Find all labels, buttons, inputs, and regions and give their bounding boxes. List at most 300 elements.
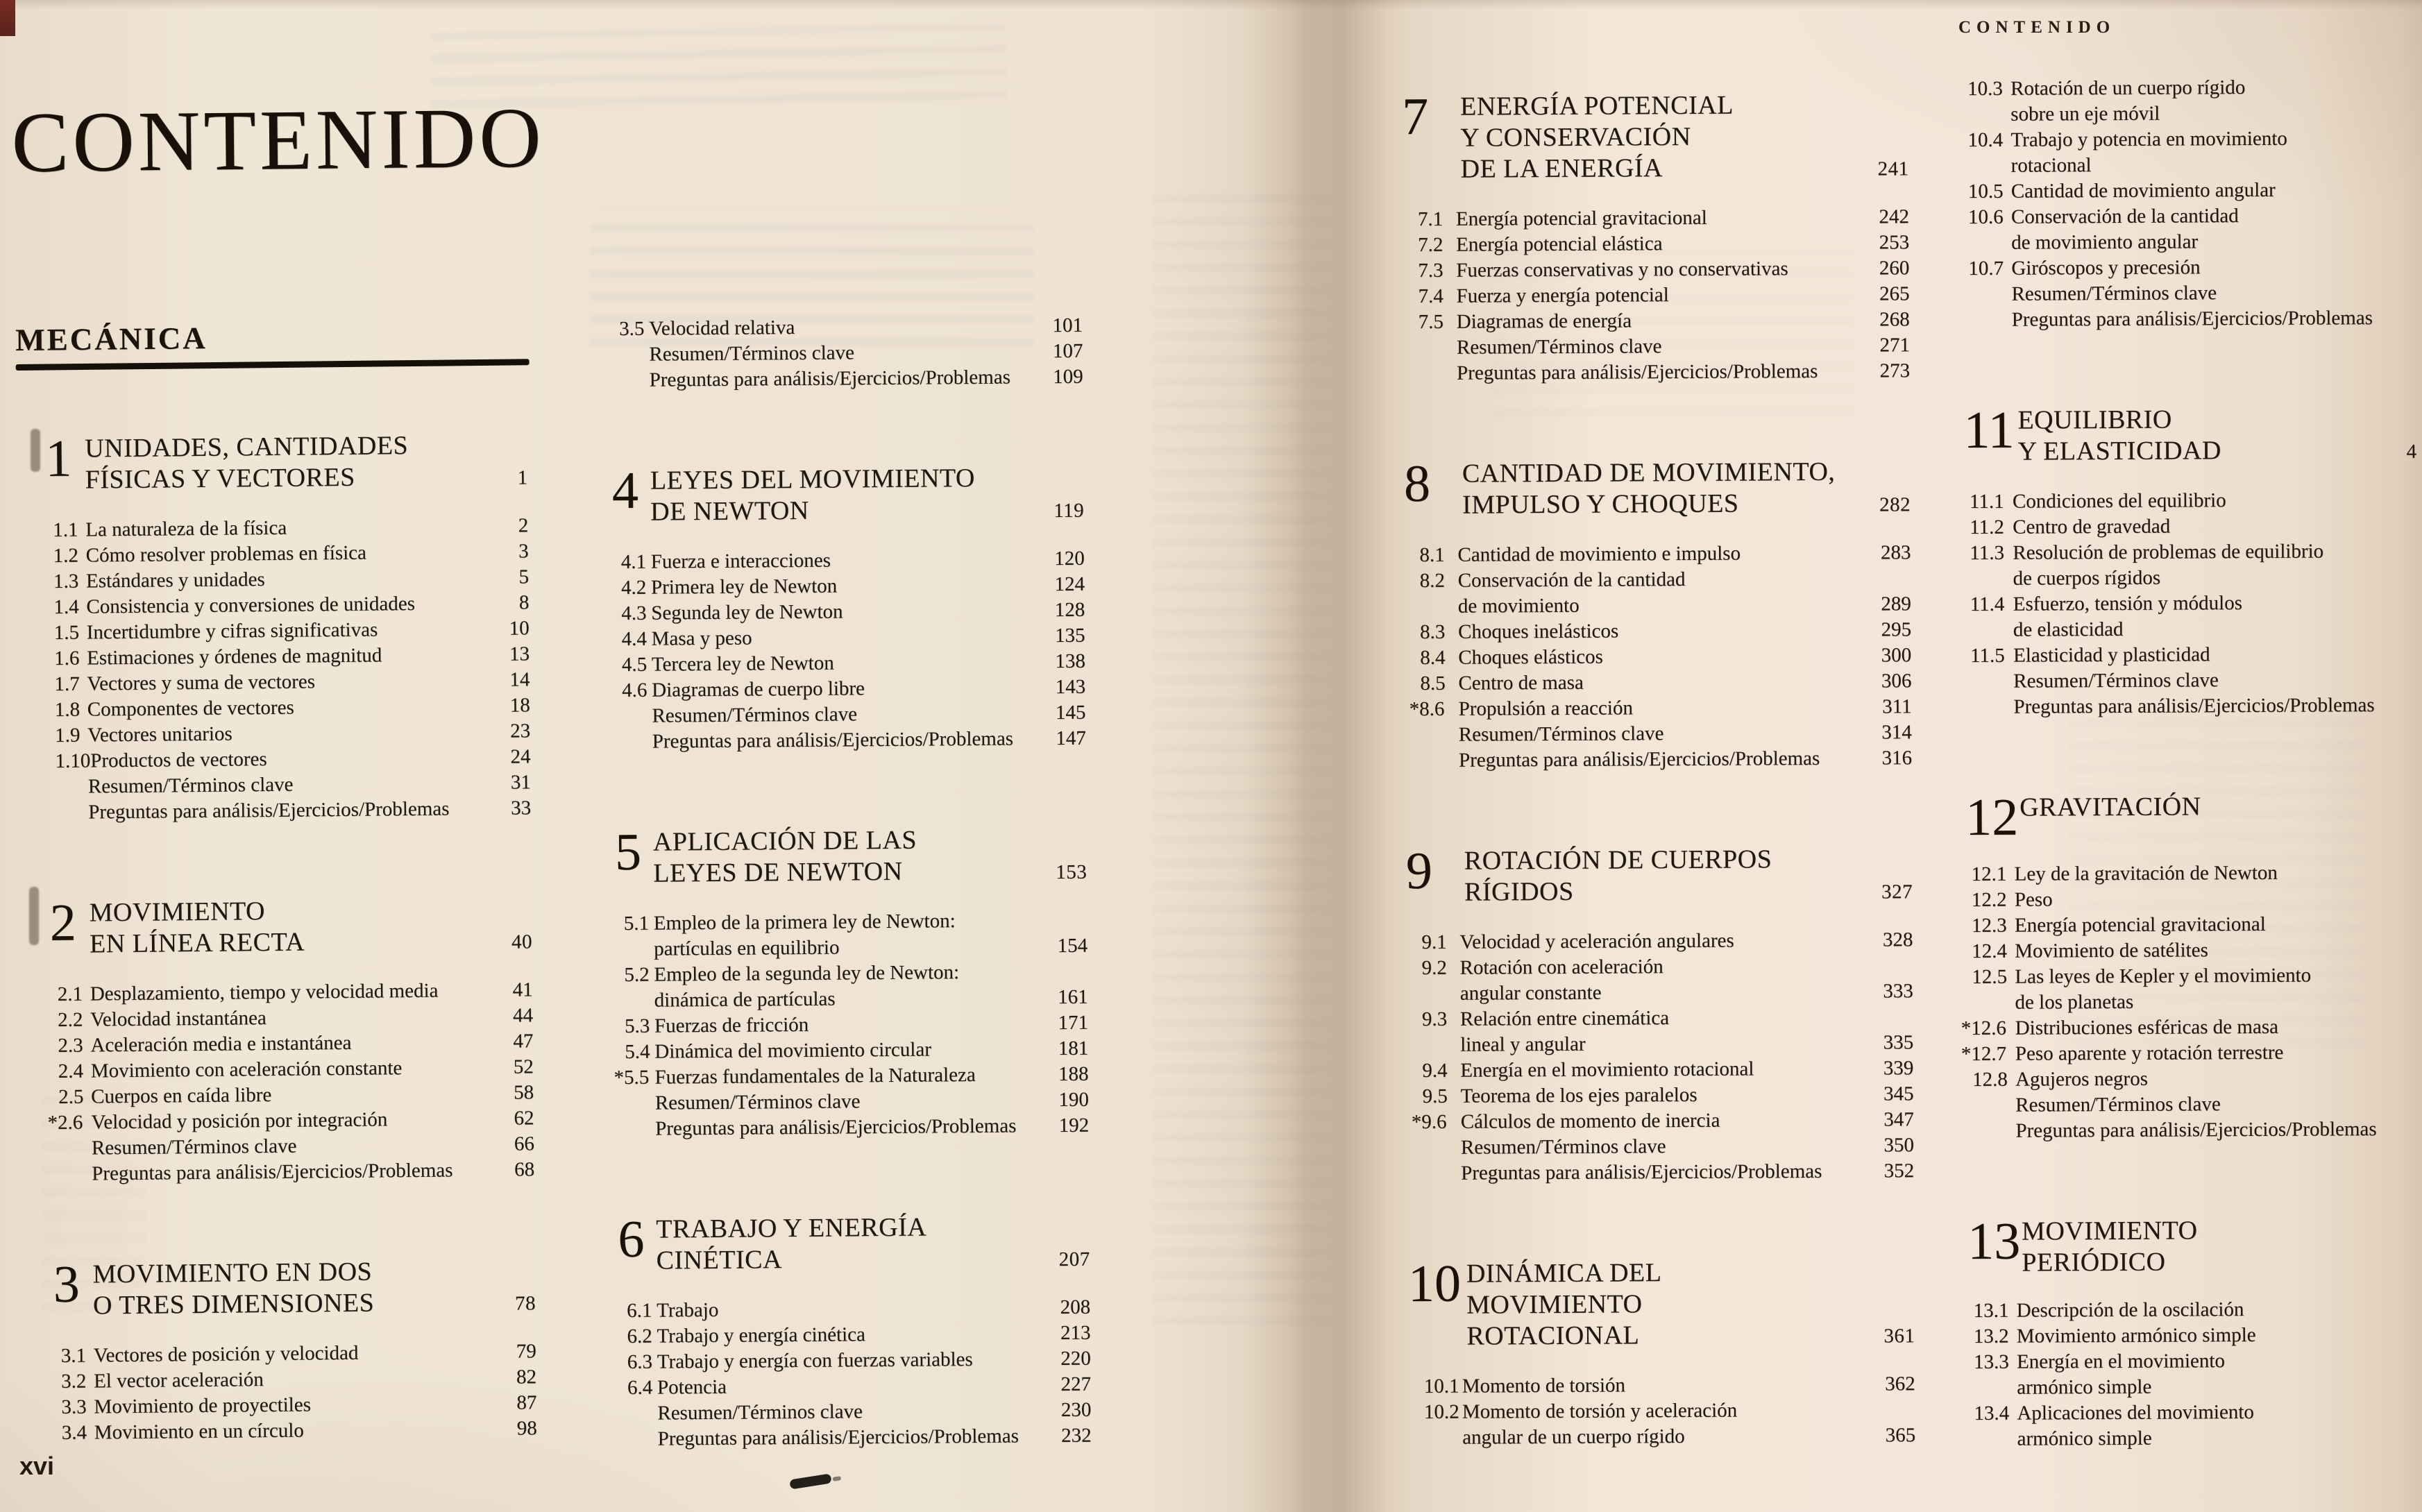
entry-page-number: 347 [1883, 1108, 1914, 1131]
entry-label: Trabajo [657, 1298, 719, 1322]
chapter-12 [1961, 788, 2420, 1146]
entry-label: Vectores y suma de vectores [87, 670, 316, 695]
entry-label: Cuerpos en caída libre [91, 1084, 272, 1108]
entry-number: 1.10 [55, 749, 91, 772]
entry-page-number: 128 [1054, 598, 1085, 622]
entry-number: 4.2 [620, 576, 647, 599]
entry-number: 3.5 [619, 317, 645, 340]
scan-edge-artifact [29, 887, 39, 945]
chapter-title-text: PERIÓDICO [2022, 1247, 2166, 1277]
entry-list [613, 909, 1090, 1144]
toc-entry-row [623, 727, 1086, 756]
page-folio: xvi [19, 1452, 55, 1480]
entry-number: 13.4 [1974, 1402, 2010, 1425]
entry-number: 10.2 [1423, 1400, 1459, 1423]
entry-label: Energía en el movimiento [2016, 1350, 2225, 1373]
chapter-title-text: DE LA ENERGÍA [1460, 153, 1663, 184]
chapter-number: 11 [1963, 400, 2015, 460]
chapter-number: 12 [1965, 788, 2019, 847]
entry-number: 13.3 [1973, 1350, 2009, 1374]
entry-number: 7.5 [1418, 310, 1444, 333]
toc-entry-row [1967, 76, 2415, 103]
toc-entry-row [621, 573, 1085, 602]
chapter-title-line [653, 824, 1087, 858]
entry-label: Momento de torsión [1462, 1374, 1626, 1398]
chapter-title-line [1460, 120, 1908, 153]
toc-entry-row [1972, 1092, 2420, 1120]
toc-entry-row [627, 1322, 1090, 1351]
chapter-title-text: UNIDADES, CANTIDADES [85, 431, 409, 464]
chapter-page-number: 361 [1883, 1325, 1915, 1348]
toc-entry-row [1419, 308, 1910, 337]
entry-number: 11.1 [1969, 490, 2004, 513]
toc-entry [1968, 255, 2416, 283]
entry-list [53, 514, 531, 827]
toc-entry-row [1974, 1298, 2421, 1325]
toc-entry-row [1972, 964, 2419, 992]
toc-entry [1970, 540, 2417, 593]
toc-entry-row [1972, 1118, 2420, 1146]
chapter-title [89, 893, 532, 962]
toc-entry-row [627, 1348, 1091, 1377]
toc-entry [624, 960, 1088, 1015]
toc-entry [1422, 954, 1913, 1008]
entry-number: 3.3 [61, 1395, 87, 1418]
chapter-number: 5 [614, 822, 642, 882]
entry-page-number: 101 [1052, 314, 1083, 337]
chapter-title-text: MOVIMIENTO [2022, 1216, 2198, 1246]
toc-entry-row [625, 1114, 1089, 1144]
entry-number: 1.8 [54, 698, 81, 721]
entry-label: de movimiento [1457, 594, 1580, 618]
entry-number: 12.1 [1971, 863, 2007, 886]
entry-page-number: 208 [1060, 1296, 1091, 1319]
toc-entry [1969, 307, 2416, 334]
toc-entry [1974, 1323, 2421, 1351]
chapter-title-text: ENERGÍA POTENCIAL [1460, 90, 1734, 121]
chapter-10 [1407, 1254, 1916, 1452]
entry-label: Energía en el movimiento rotacional [1460, 1057, 1754, 1082]
toc-entry-row [1424, 1424, 1915, 1452]
entry-label: Dinámica del movimiento circular [654, 1038, 932, 1063]
section-header-block [15, 316, 530, 371]
entry-number: 4.4 [621, 627, 647, 650]
entry-label: Cómo resolver problemas en física [85, 541, 367, 567]
entry-number: 7.1 [1417, 207, 1443, 230]
entry-number: 11.4 [1970, 593, 2005, 615]
entry-number: 7.4 [1418, 284, 1443, 307]
entry-page-number: 213 [1060, 1321, 1091, 1345]
entry-number: 2.3 [58, 1034, 83, 1057]
entry-label: Movimiento en un círculo [94, 1419, 304, 1444]
entry-label: Resumen/Términos clave [654, 1090, 861, 1114]
entry-list [47, 978, 535, 1189]
toc-entry-row [1970, 591, 2418, 619]
chapter-number: 13 [1967, 1212, 2021, 1271]
toc-entry [1967, 76, 2415, 129]
entry-label: Cantidad de movimiento e impulso [1457, 542, 1741, 566]
toc-entry [623, 727, 1086, 756]
chapter-title-line [1466, 1318, 1915, 1354]
toc-entry-row [1970, 617, 2418, 645]
entry-list [1418, 205, 1910, 388]
toc-entry [1974, 1400, 2421, 1454]
entry-label: Propulsión a reacción [1458, 697, 1634, 720]
chapter-heading [612, 462, 1085, 530]
entry-number: 12.4 [1972, 940, 2007, 963]
entry-number: 6.2 [627, 1325, 652, 1348]
chapter-page-number: 153 [1056, 860, 1087, 884]
toc-entry [1423, 1134, 1914, 1162]
entry-page-number: 271 [1879, 334, 1911, 357]
toc-entry [627, 1322, 1090, 1351]
entry-label: Giróscopos y precesión [2011, 256, 2201, 280]
entry-label: de cuerpos rígidos [2013, 566, 2161, 590]
toc-entry-row [625, 1037, 1088, 1067]
entry-page-number: 339 [1883, 1057, 1914, 1080]
entry-label: Vectores unitarios [87, 722, 232, 747]
chapter-heading [1402, 89, 1909, 187]
chapter-title-text: EQUILIBRIO [2017, 405, 2172, 435]
toc-entry-row [621, 599, 1085, 628]
entry-number: 13.2 [1973, 1325, 2009, 1348]
toc-entry [1961, 1015, 2420, 1043]
toc-entry [1421, 747, 1912, 775]
toc-entry-row [1968, 204, 2416, 232]
toc-entry-row [1421, 747, 1912, 775]
toc-entry-row [624, 960, 1087, 989]
entry-number: 7.3 [1418, 259, 1443, 282]
entry-page-number: 58 [513, 1081, 534, 1104]
entry-label: Resumen/Términos clave [91, 1135, 297, 1160]
toc-entry-row [624, 935, 1087, 964]
toc-entry [1424, 1398, 1915, 1452]
toc-entry [624, 909, 1088, 964]
entry-page-number: 295 [1881, 618, 1912, 641]
entry-page-number: 328 [1882, 928, 1913, 951]
toc-entry-row [1968, 153, 2416, 180]
entry-label: Velocidad relativa [648, 316, 795, 340]
chapter-heading [1404, 456, 1911, 523]
toc-entry-row [627, 1296, 1090, 1325]
toc-entry [1422, 1005, 1913, 1060]
chapter-title-text: MOVIMIENTO [1466, 1289, 1643, 1320]
entry-list [1961, 861, 2421, 1146]
entry-page-number: 24 [510, 745, 531, 768]
entry-number: 6.4 [627, 1376, 653, 1399]
entry-label: Segunda ley de Newton [651, 600, 843, 625]
entry-label: Consistencia y conversiones de unidades [86, 592, 416, 618]
toc-entry-row [613, 1062, 1089, 1092]
entry-page-number: 242 [1879, 205, 1910, 228]
toc-entry [1967, 127, 2415, 180]
entry-number: 1.9 [55, 724, 81, 747]
entry-label: Estándares y unidades [85, 568, 265, 593]
entry-label: Elasticidad y plasticidad [2013, 643, 2210, 667]
toc-entry [1420, 567, 1911, 621]
entry-page-number: 5 [518, 566, 530, 588]
ink-smudge [789, 1473, 831, 1489]
entry-label: Tercera ley de Newton [651, 652, 834, 676]
entry-page-number: 230 [1060, 1398, 1092, 1422]
entry-list [1970, 489, 2419, 722]
entry-label: Preguntas para análisis/Ejercicios/Problemas [649, 366, 1011, 391]
toc-entry-row [620, 366, 1083, 395]
toc-column-3 [1401, 87, 1916, 1452]
entry-number: 2.1 [57, 983, 83, 1005]
chapter-5 [613, 822, 1090, 1144]
scan-edge-artifact [31, 429, 40, 472]
entry-page-number: 143 [1055, 675, 1086, 699]
entry-number: 10.5 [1967, 180, 2004, 203]
chapter-title-line [1464, 874, 1913, 910]
entry-page-number: 79 [516, 1340, 536, 1363]
entry-label: Cálculos de momento de inercia [1460, 1109, 1720, 1133]
entry-label: Momento de torsión y aceleración [1462, 1399, 1738, 1423]
toc-entry [619, 314, 1083, 343]
toc-entry-row [1421, 928, 1913, 957]
toc-entry [1422, 1057, 1913, 1085]
toc-entry-row [627, 1399, 1091, 1428]
toc-entry-row [619, 340, 1083, 369]
entry-label: Diagramas de cuerpo libre [652, 677, 865, 702]
toc-entry-row [1424, 1373, 1915, 1401]
chapter-title-text: ROTACIÓN DE CUERPOS [1464, 844, 1772, 876]
toc-entry [613, 1062, 1089, 1092]
toc-entry [1972, 887, 2419, 915]
toc-entry-row [1968, 281, 2416, 309]
entry-number: 1.3 [53, 570, 79, 593]
toc-entry-row [1969, 307, 2416, 334]
entry-label: Fuerzas de fricción [654, 1013, 809, 1037]
entry-page-number: 10 [509, 617, 530, 640]
entry-page-number: 135 [1054, 624, 1085, 647]
toc-entry-row [1970, 489, 2417, 516]
chapter-13 [1967, 1212, 2422, 1454]
toc-entry-row [624, 909, 1087, 938]
toc-entry-row [1974, 1323, 2421, 1351]
chapter-page-number: 119 [1053, 499, 1085, 523]
toc-entry-row [1967, 101, 2415, 129]
entry-number: 2.2 [57, 1008, 83, 1031]
entry-list [619, 314, 1083, 395]
entry-number: 10.4 [1967, 128, 2004, 151]
entry-number: 1.6 [53, 647, 80, 670]
toc-entry-row [1423, 1160, 1914, 1188]
entry-page-number: 232 [1061, 1424, 1092, 1447]
toc-entry [1970, 694, 2418, 722]
toc-entry [1970, 591, 2418, 645]
entry-number: 10.1 [1423, 1375, 1459, 1398]
entry-page-number: 171 [1058, 1011, 1089, 1035]
toc-entry [1418, 257, 1909, 285]
entry-number: 6.3 [627, 1350, 653, 1373]
entry-page-number: 107 [1052, 339, 1083, 363]
toc-entry [1974, 1349, 2421, 1402]
entry-number: 3.1 [60, 1344, 87, 1367]
entry-label: Preguntas para análisis/Ejercicios/Problemas [652, 727, 1014, 753]
entry-label: rotacional [2010, 154, 2092, 177]
entry-label: Resumen/Términos clave [652, 703, 858, 727]
entry-number: 2.4 [58, 1060, 84, 1082]
toc-entry [1972, 964, 2419, 1017]
entry-number: *12.7 [1961, 1042, 2007, 1066]
toc-entry-row [1968, 230, 2416, 257]
chapter-7 [1401, 87, 1911, 388]
chapter-number: 8 [1403, 454, 1431, 513]
entry-label: Movimiento con aceleración constante [90, 1057, 403, 1082]
entry-page-number: 345 [1883, 1082, 1914, 1105]
entry-number: 9.4 [1422, 1059, 1448, 1082]
toc-entry-row [1972, 887, 2419, 915]
toc-entry-row [1422, 1082, 1913, 1111]
entry-page-number: 365 [1885, 1424, 1916, 1447]
chapter-number: 6 [618, 1209, 645, 1269]
toc-column-1 [44, 429, 537, 1447]
toc-entry-row [1970, 643, 2418, 670]
toc-entry-row [1419, 334, 1910, 362]
entry-label: Preguntas para análisis/Ejercicios/Problemas [1461, 1160, 1822, 1184]
toc-entry-row [1972, 861, 2419, 889]
toc-entry-row [1972, 1067, 2420, 1094]
chapter-title [650, 462, 1085, 530]
entry-label: Preguntas para análisis/Ejercicios/Problemas [1458, 747, 1820, 772]
toc-entry-row [1423, 1134, 1914, 1162]
chapter-title [653, 824, 1087, 892]
entry-label: Preguntas para análisis/Ejercicios/Problemas [2015, 1118, 2377, 1142]
toc-entry [1968, 178, 2416, 206]
entry-number: 8.1 [1419, 543, 1445, 566]
toc-entry [1423, 1160, 1914, 1188]
entry-label: Agujeros negros [2015, 1067, 2149, 1091]
chapter-title-line [1460, 151, 1908, 187]
toc-entry-row [1418, 231, 1909, 260]
entry-label: Peso aparente y rotación terrestre [2015, 1041, 2284, 1065]
entry-page-number: 154 [1057, 934, 1088, 958]
entry-number: 5.3 [624, 1014, 650, 1037]
entry-number: *5.5 [613, 1066, 650, 1089]
toc-entry-row [1974, 1349, 2421, 1377]
toc-entry [621, 599, 1085, 628]
chapter-title-text: TRABAJO Y ENERGÍA [656, 1212, 927, 1244]
chapter-title-line [1462, 487, 1911, 523]
entry-page-number: 268 [1879, 308, 1910, 331]
entry-page-number: 316 [1881, 747, 1913, 770]
chapter-title-line [1460, 89, 1908, 122]
chapter-title-line [1462, 456, 1911, 489]
toc-entry [1972, 1092, 2420, 1120]
toc-entry [1970, 643, 2418, 670]
entry-list [1967, 76, 2416, 334]
toc-entry [1419, 541, 1911, 570]
entry-label: Preguntas para análisis/Ejercicios/Problemas [92, 1159, 453, 1185]
toc-entry-row [1411, 1108, 1914, 1137]
entry-number: 10.3 [1967, 77, 2003, 100]
chapter-title-text: RÍGIDOS [1464, 876, 1574, 907]
toc-entry-row [1974, 1426, 2422, 1454]
toc-entry [1419, 308, 1910, 337]
entry-page-number: 300 [1881, 644, 1912, 667]
toc-entry [627, 1399, 1091, 1428]
entry-number: 13.1 [1973, 1299, 2009, 1323]
toc-entry [1972, 1067, 2420, 1094]
chapter-title-text: MOVIMIENTO [89, 897, 266, 928]
toc-entry-row [62, 1417, 537, 1447]
chapter-title [2022, 1214, 2421, 1279]
chapter-title-line [1466, 1287, 1915, 1320]
section-header: MECÁNICA [15, 321, 208, 357]
chapter-title-line [89, 893, 532, 928]
entry-label: El vector aceleración [93, 1368, 264, 1393]
toc-entry-row [1970, 514, 2417, 542]
entry-label: Movimiento de satélites [2015, 939, 2208, 962]
entry-page-number: 352 [1883, 1160, 1915, 1182]
entry-page-number: 161 [1058, 985, 1088, 1009]
toc-entry [1972, 938, 2419, 966]
chapter-title [92, 1255, 536, 1323]
entry-number: 8.3 [1419, 620, 1446, 643]
chapter-title-text: IMPULSO Y CHOQUES [1462, 489, 1739, 520]
chapter-page-number: 327 [1881, 881, 1913, 903]
entry-number: *12.6 [1961, 1017, 2007, 1040]
chapter-page-number: 282 [1879, 493, 1911, 516]
chapter-page-number: 241 [1877, 158, 1909, 180]
chapter-title-text: ROTACIONAL [1466, 1320, 1640, 1351]
entry-page-number: 109 [1053, 365, 1083, 389]
toc-entry-row [1968, 255, 2416, 283]
chapter-number: 2 [49, 893, 77, 953]
chapter-title-line [1466, 1256, 1915, 1289]
toc-entry [1409, 695, 1912, 724]
entry-page-number: 120 [1054, 547, 1085, 570]
toc-entry-row [1424, 1398, 1915, 1427]
toc-entry [1421, 721, 1912, 749]
chapter-title-text: Y ELASTICIDAD [2017, 436, 2221, 466]
entry-number: 5.4 [625, 1040, 650, 1063]
toc-entry-row [1418, 205, 1909, 234]
chapter-heading [53, 1255, 536, 1324]
entry-label: Resumen/Términos clave [1456, 335, 1662, 359]
chapter-title-text: APLICACIÓN DE LAS [652, 825, 917, 857]
entry-list [621, 547, 1086, 756]
toc-entry [627, 1348, 1091, 1377]
chapter-title-line [2022, 1214, 2421, 1248]
entry-number: 12.2 [1971, 888, 2007, 912]
entry-label: Resumen/Términos clave [657, 1400, 863, 1425]
chapter-title [1464, 843, 1913, 910]
entry-label: Movimiento de proyectiles [94, 1393, 312, 1418]
chapter-title-text: LEYES DE NEWTON [653, 856, 903, 888]
toc-entry-row [1420, 593, 1911, 621]
entry-page-number: 260 [1879, 257, 1910, 280]
entry-label: Estimaciones y órdenes de magnitud [86, 644, 382, 670]
chapter-number: 4 [611, 461, 639, 520]
scan-corner-mark [0, 0, 15, 36]
toc-entry-row [625, 986, 1088, 1015]
entry-page-number: 188 [1058, 1062, 1089, 1086]
toc-entry [627, 1296, 1090, 1325]
entry-label: Resumen/Términos clave [1460, 1135, 1666, 1159]
toc-entry [625, 1037, 1088, 1067]
toc-entry [56, 797, 531, 827]
chapter-heading [1965, 788, 2419, 847]
entry-label: Velocidad y aceleración angulares [1459, 929, 1734, 953]
entry-label: partículas en equilibrio [654, 936, 840, 960]
entry-page-number: 87 [516, 1391, 537, 1414]
entry-label: Fuerza y energía potencial [1456, 284, 1669, 307]
chapter-page-number: 4 [2406, 440, 2417, 463]
toc-entry-row [1420, 670, 1911, 698]
